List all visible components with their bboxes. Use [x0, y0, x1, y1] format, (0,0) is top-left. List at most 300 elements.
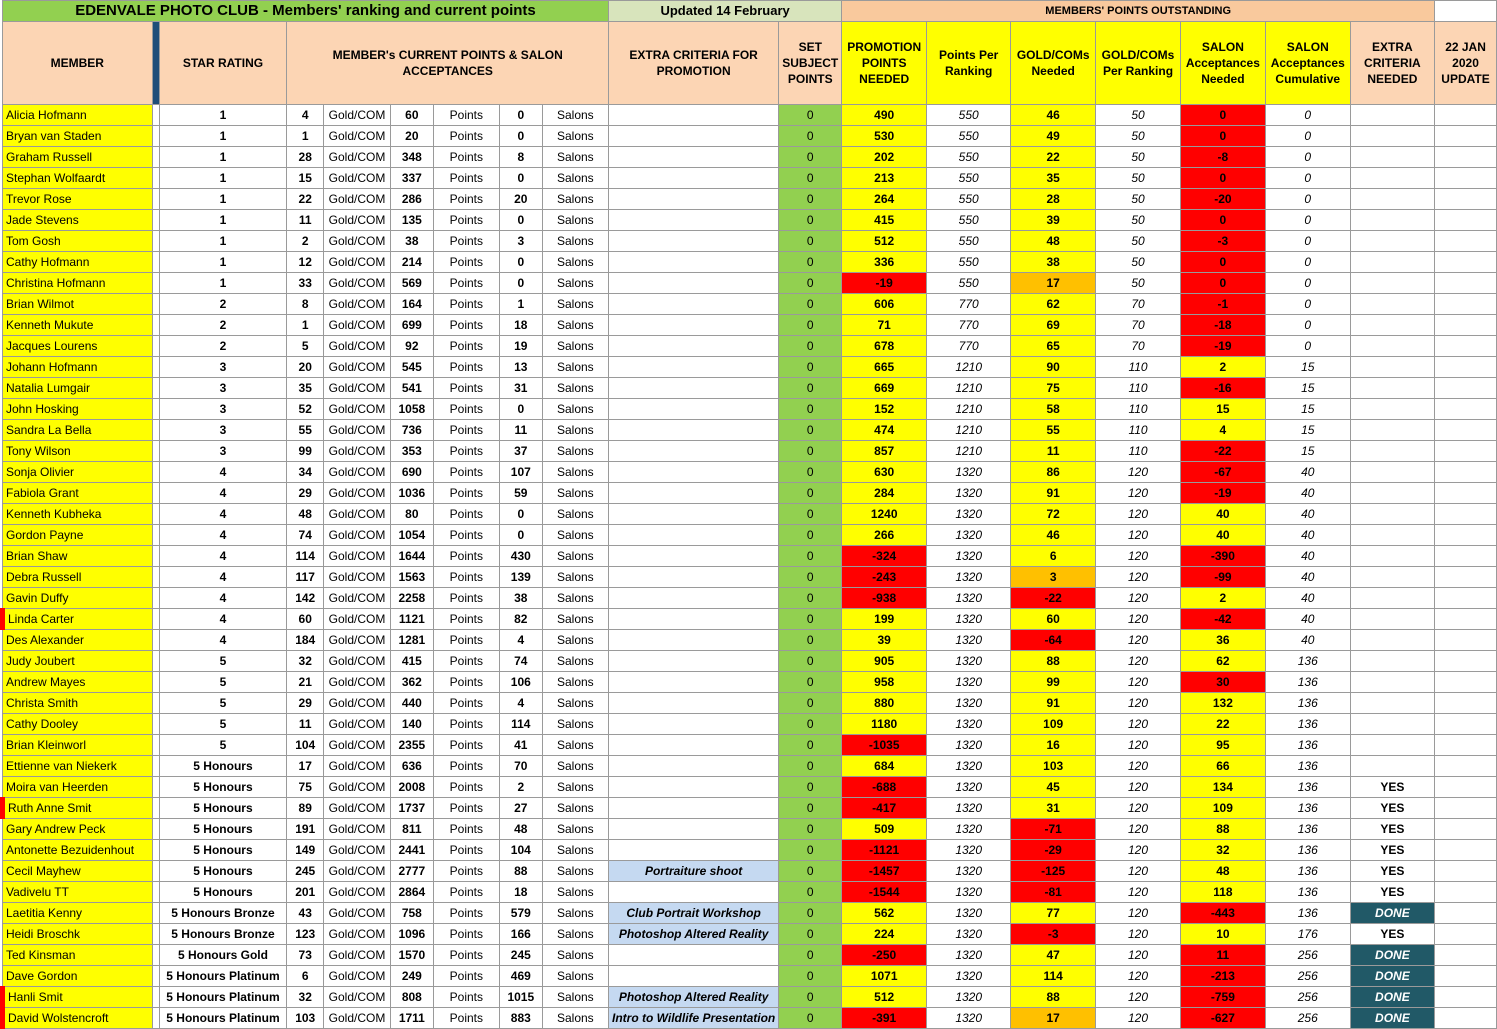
extra-needed: YES: [1350, 861, 1434, 882]
table-row: [3, 924, 1497, 945]
extra-needed: [1350, 252, 1434, 273]
table-row: [3, 567, 1497, 588]
points-per-ranking: 1320: [927, 462, 1011, 483]
points-unit: Points: [433, 420, 499, 441]
gold-unit: Gold/COM: [324, 105, 391, 126]
table-row: [3, 504, 1497, 525]
salons-value: 4: [499, 630, 542, 651]
promotion-needed: -1121: [842, 840, 927, 861]
extra-criteria: Photoshop Altered Reality: [609, 987, 779, 1008]
salon-needed: -443: [1180, 903, 1265, 924]
gold-count: 52: [287, 399, 324, 420]
gold-per-ranking: 120: [1096, 525, 1181, 546]
points-per-ranking: 1320: [927, 966, 1011, 987]
extra-criteria: [609, 294, 779, 315]
gold-needed: 17: [1011, 273, 1096, 294]
gold-needed: 91: [1011, 483, 1096, 504]
points-value: 249: [390, 966, 433, 987]
salons-value: 2: [499, 777, 542, 798]
salon-cumulative: 176: [1265, 924, 1350, 945]
col-extra-criteria: EXTRA CRITERIA FOR PROMOTION: [609, 22, 779, 105]
salons-value: 114: [499, 714, 542, 735]
gold-count: 149: [287, 840, 324, 861]
extra-needed: [1350, 294, 1434, 315]
extra-needed: [1350, 630, 1434, 651]
extra-criteria: [609, 693, 779, 714]
gold-per-ranking: 110: [1096, 378, 1181, 399]
salons-value: 1: [499, 294, 542, 315]
row-separator: [152, 735, 159, 756]
points-per-ranking: 1320: [927, 672, 1011, 693]
gold-needed: 35: [1011, 168, 1096, 189]
points-unit: Points: [433, 399, 499, 420]
gold-unit: Gold/COM: [324, 756, 391, 777]
salons-unit: Salons: [542, 987, 608, 1008]
member-name: Jade Stevens: [3, 210, 153, 231]
points-per-ranking: 1320: [927, 567, 1011, 588]
points-per-ranking: 1320: [927, 840, 1011, 861]
members-table-body: [3, 105, 1497, 1029]
extra-needed: [1350, 357, 1434, 378]
extra-needed: YES: [1350, 840, 1434, 861]
gold-per-ranking: 120: [1096, 1008, 1181, 1029]
gold-unit: Gold/COM: [324, 1008, 391, 1029]
salon-cumulative: 136: [1265, 672, 1350, 693]
member-name: Natalia Lumgair: [3, 378, 153, 399]
set-subject-points: 0: [779, 903, 842, 924]
promotion-needed: 39: [842, 630, 927, 651]
star-rating: 4: [159, 609, 287, 630]
points-unit: Points: [433, 966, 499, 987]
points-value: 699: [390, 315, 433, 336]
row-separator: [152, 777, 159, 798]
promotion-needed: -19: [842, 273, 927, 294]
promotion-needed: 415: [842, 210, 927, 231]
promotion-needed: 474: [842, 420, 927, 441]
points-unit: Points: [433, 210, 499, 231]
salon-cumulative: 40: [1265, 504, 1350, 525]
jan-update: [1435, 105, 1497, 126]
points-per-ranking: 1210: [927, 357, 1011, 378]
gold-needed: 46: [1011, 105, 1096, 126]
member-name: Ruth Anne Smit: [3, 798, 153, 819]
member-name: Dave Gordon: [3, 966, 153, 987]
points-value: 1563: [390, 567, 433, 588]
points-value: 362: [390, 672, 433, 693]
gold-unit: Gold/COM: [324, 231, 391, 252]
gold-unit: Gold/COM: [324, 126, 391, 147]
gold-count: 6: [287, 966, 324, 987]
extra-needed: [1350, 210, 1434, 231]
extra-needed: [1350, 651, 1434, 672]
star-rating: 1: [159, 147, 287, 168]
gold-unit: Gold/COM: [324, 882, 391, 903]
member-name: Brian Wilmot: [3, 294, 153, 315]
extra-needed: [1350, 105, 1434, 126]
extra-needed: YES: [1350, 819, 1434, 840]
set-subject-points: 0: [779, 777, 842, 798]
promotion-needed: 512: [842, 231, 927, 252]
extra-criteria: [609, 504, 779, 525]
star-rating: 5 Honours Platinum: [159, 1008, 287, 1029]
salons-value: 88: [499, 861, 542, 882]
salon-cumulative: 15: [1265, 357, 1350, 378]
gold-needed: 16: [1011, 735, 1096, 756]
extra-needed: [1350, 399, 1434, 420]
salon-cumulative: 0: [1265, 126, 1350, 147]
table-row: [3, 420, 1497, 441]
table-row: [3, 672, 1497, 693]
gold-per-ranking: 120: [1096, 651, 1181, 672]
points-unit: Points: [433, 273, 499, 294]
salon-needed: 0: [1180, 126, 1265, 147]
star-rating: 5: [159, 651, 287, 672]
salon-needed: -16: [1180, 378, 1265, 399]
promotion-needed: 284: [842, 483, 927, 504]
member-name: Gary Andrew Peck: [3, 819, 153, 840]
table-row: [3, 588, 1497, 609]
set-subject-points: 0: [779, 546, 842, 567]
points-per-ranking: 1320: [927, 756, 1011, 777]
row-separator: [152, 378, 159, 399]
extra-criteria: [609, 651, 779, 672]
salon-cumulative: 40: [1265, 546, 1350, 567]
salons-unit: Salons: [542, 630, 608, 651]
set-subject-points: 0: [779, 651, 842, 672]
salon-needed: 48: [1180, 861, 1265, 882]
salons-value: 82: [499, 609, 542, 630]
salons-unit: Salons: [542, 441, 608, 462]
star-rating: 1: [159, 105, 287, 126]
salons-unit: Salons: [542, 126, 608, 147]
gold-unit: Gold/COM: [324, 630, 391, 651]
salon-cumulative: 136: [1265, 840, 1350, 861]
salon-cumulative: 40: [1265, 462, 1350, 483]
jan-update: [1435, 966, 1497, 987]
jan-update: [1435, 441, 1497, 462]
extra-criteria: [609, 966, 779, 987]
gold-unit: Gold/COM: [324, 210, 391, 231]
row-separator: [152, 630, 159, 651]
gold-per-ranking: 50: [1096, 273, 1181, 294]
gold-count: 55: [287, 420, 324, 441]
table-row: [3, 756, 1497, 777]
star-rating: 5 Honours: [159, 819, 287, 840]
salons-unit: Salons: [542, 651, 608, 672]
salon-cumulative: 0: [1265, 315, 1350, 336]
salons-unit: Salons: [542, 966, 608, 987]
points-per-ranking: 1210: [927, 420, 1011, 441]
salon-cumulative: 136: [1265, 756, 1350, 777]
extra-needed: [1350, 714, 1434, 735]
salon-cumulative: 136: [1265, 861, 1350, 882]
gold-needed: 31: [1011, 798, 1096, 819]
salon-needed: -213: [1180, 966, 1265, 987]
jan-update: [1435, 546, 1497, 567]
salon-cumulative: 136: [1265, 693, 1350, 714]
salons-unit: Salons: [542, 483, 608, 504]
extra-criteria: Portraiture shoot: [609, 861, 779, 882]
row-separator: [152, 147, 159, 168]
member-name: Ted Kinsman: [3, 945, 153, 966]
star-rating: 1: [159, 189, 287, 210]
salon-needed: 4: [1180, 420, 1265, 441]
points-per-ranking: 1320: [927, 693, 1011, 714]
gold-needed: -125: [1011, 861, 1096, 882]
gold-unit: Gold/COM: [324, 924, 391, 945]
points-value: 92: [390, 336, 433, 357]
set-subject-points: 0: [779, 294, 842, 315]
star-rating: 5: [159, 672, 287, 693]
set-subject-points: 0: [779, 168, 842, 189]
salon-cumulative: 0: [1265, 294, 1350, 315]
salon-needed: 95: [1180, 735, 1265, 756]
row-separator: [152, 105, 159, 126]
table-row: [3, 399, 1497, 420]
points-value: 541: [390, 378, 433, 399]
points-unit: Points: [433, 693, 499, 714]
salons-value: 37: [499, 441, 542, 462]
points-value: 811: [390, 819, 433, 840]
gold-per-ranking: 120: [1096, 672, 1181, 693]
gold-per-ranking: 120: [1096, 546, 1181, 567]
gold-unit: Gold/COM: [324, 777, 391, 798]
salons-unit: Salons: [542, 294, 608, 315]
set-subject-points: 0: [779, 525, 842, 546]
salon-needed: 118: [1180, 882, 1265, 903]
promotion-needed: 336: [842, 252, 927, 273]
salon-cumulative: 0: [1265, 168, 1350, 189]
gold-needed: 3: [1011, 567, 1096, 588]
points-value: 636: [390, 756, 433, 777]
points-unit: Points: [433, 945, 499, 966]
points-value: 1036: [390, 483, 433, 504]
points-value: 736: [390, 420, 433, 441]
header-separator: [152, 22, 159, 105]
table-row: [3, 651, 1497, 672]
gold-count: 201: [287, 882, 324, 903]
gold-unit: Gold/COM: [324, 546, 391, 567]
row-separator: [152, 588, 159, 609]
salons-unit: Salons: [542, 840, 608, 861]
star-rating: 4: [159, 483, 287, 504]
set-subject-points: 0: [779, 483, 842, 504]
star-rating: 5 Honours: [159, 882, 287, 903]
extra-needed: [1350, 168, 1434, 189]
jan-update: [1435, 357, 1497, 378]
salons-value: 11: [499, 420, 542, 441]
extra-needed: [1350, 378, 1434, 399]
set-subject-points: 0: [779, 798, 842, 819]
set-subject-points: 0: [779, 609, 842, 630]
salons-unit: Salons: [542, 525, 608, 546]
row-separator: [152, 315, 159, 336]
table-row: [3, 735, 1497, 756]
extra-criteria: [609, 714, 779, 735]
set-subject-points: 0: [779, 861, 842, 882]
gold-unit: Gold/COM: [324, 483, 391, 504]
salon-cumulative: 0: [1265, 252, 1350, 273]
promotion-needed: 530: [842, 126, 927, 147]
table-row: [3, 462, 1497, 483]
gold-needed: -22: [1011, 588, 1096, 609]
salons-value: 74: [499, 651, 542, 672]
row-separator: [152, 840, 159, 861]
points-value: 1711: [390, 1008, 433, 1029]
points-per-ranking: 770: [927, 336, 1011, 357]
salons-unit: Salons: [542, 756, 608, 777]
star-rating: 5 Honours Bronze: [159, 903, 287, 924]
salons-value: 18: [499, 882, 542, 903]
table-row: [3, 168, 1497, 189]
gold-per-ranking: 110: [1096, 441, 1181, 462]
member-name: Bryan van Staden: [3, 126, 153, 147]
extra-needed: DONE: [1350, 1008, 1434, 1029]
row-separator: [152, 756, 159, 777]
gold-unit: Gold/COM: [324, 966, 391, 987]
salon-needed: 36: [1180, 630, 1265, 651]
points-per-ranking: 1320: [927, 882, 1011, 903]
points-unit: Points: [433, 567, 499, 588]
gold-per-ranking: 120: [1096, 567, 1181, 588]
extra-needed: YES: [1350, 882, 1434, 903]
table-row: [3, 252, 1497, 273]
gold-count: 35: [287, 378, 324, 399]
gold-count: 117: [287, 567, 324, 588]
star-rating: 5 Honours Platinum: [159, 966, 287, 987]
row-separator: [152, 231, 159, 252]
salons-value: 245: [499, 945, 542, 966]
gold-needed: 47: [1011, 945, 1096, 966]
gold-per-ranking: 70: [1096, 294, 1181, 315]
salons-unit: Salons: [542, 399, 608, 420]
points-value: 2258: [390, 588, 433, 609]
star-rating: 3: [159, 378, 287, 399]
salon-needed: -42: [1180, 609, 1265, 630]
gold-needed: 72: [1011, 504, 1096, 525]
col-member: MEMBER: [3, 22, 153, 105]
table-row: [3, 945, 1497, 966]
member-name: Fabiola Grant: [3, 483, 153, 504]
jan-update: [1435, 399, 1497, 420]
promotion-needed: 152: [842, 399, 927, 420]
gold-unit: Gold/COM: [324, 861, 391, 882]
promotion-needed: 606: [842, 294, 927, 315]
gold-needed: 109: [1011, 714, 1096, 735]
gold-count: 29: [287, 483, 324, 504]
star-rating: 4: [159, 588, 287, 609]
points-per-ranking: 550: [927, 126, 1011, 147]
member-name: Sandra La Bella: [3, 420, 153, 441]
gold-per-ranking: 120: [1096, 798, 1181, 819]
salons-value: 13: [499, 357, 542, 378]
points-per-ranking: 1320: [927, 630, 1011, 651]
salons-value: 883: [499, 1008, 542, 1029]
points-unit: Points: [433, 924, 499, 945]
extra-criteria: [609, 840, 779, 861]
gold-needed: 58: [1011, 399, 1096, 420]
points-per-ranking: 550: [927, 105, 1011, 126]
sheet-title: EDENVALE PHOTO CLUB - Members' ranking and current points: [3, 1, 609, 22]
corner-cell: [1435, 1, 1497, 22]
salons-unit: Salons: [542, 861, 608, 882]
promotion-needed: -243: [842, 567, 927, 588]
salons-unit: Salons: [542, 336, 608, 357]
gold-count: 114: [287, 546, 324, 567]
salon-needed: 11: [1180, 945, 1265, 966]
points-per-ranking: 550: [927, 273, 1011, 294]
salon-cumulative: 15: [1265, 420, 1350, 441]
points-value: 1281: [390, 630, 433, 651]
extra-criteria: [609, 252, 779, 273]
points-unit: Points: [433, 798, 499, 819]
salon-needed: 2: [1180, 588, 1265, 609]
table-row: [3, 903, 1497, 924]
table-row: [3, 609, 1497, 630]
promotion-needed: -417: [842, 798, 927, 819]
points-value: 1054: [390, 525, 433, 546]
gold-needed: 49: [1011, 126, 1096, 147]
points-unit: Points: [433, 756, 499, 777]
points-unit: Points: [433, 147, 499, 168]
points-unit: Points: [433, 546, 499, 567]
gold-needed: 17: [1011, 1008, 1096, 1029]
promotion-needed: 199: [842, 609, 927, 630]
gold-unit: Gold/COM: [324, 819, 391, 840]
salons-value: 27: [499, 798, 542, 819]
salons-unit: Salons: [542, 735, 608, 756]
table-row: [3, 231, 1497, 252]
salon-needed: 40: [1180, 504, 1265, 525]
member-name: Antonette Bezuidenhout: [3, 840, 153, 861]
promotion-needed: -1544: [842, 882, 927, 903]
set-subject-points: 0: [779, 819, 842, 840]
set-subject-points: 0: [779, 357, 842, 378]
extra-criteria: Club Portrait Workshop: [609, 903, 779, 924]
gold-per-ranking: 120: [1096, 777, 1181, 798]
member-name: Tom Gosh: [3, 231, 153, 252]
gold-per-ranking: 120: [1096, 630, 1181, 651]
points-per-ranking: 770: [927, 315, 1011, 336]
salons-unit: Salons: [542, 588, 608, 609]
star-rating: 5 Honours Gold: [159, 945, 287, 966]
star-rating: 3: [159, 420, 287, 441]
jan-update: [1435, 504, 1497, 525]
gold-per-ranking: 50: [1096, 189, 1181, 210]
points-value: 20: [390, 126, 433, 147]
extra-needed: [1350, 336, 1434, 357]
jan-update: [1435, 273, 1497, 294]
member-name: Trevor Rose: [3, 189, 153, 210]
salon-needed: 15: [1180, 399, 1265, 420]
gold-count: 32: [287, 651, 324, 672]
promotion-needed: -938: [842, 588, 927, 609]
salon-cumulative: 40: [1265, 525, 1350, 546]
member-name: Gavin Duffy: [3, 588, 153, 609]
promotion-needed: 669: [842, 378, 927, 399]
gold-per-ranking: 120: [1096, 819, 1181, 840]
points-per-ranking: 1320: [927, 903, 1011, 924]
points-per-ranking: 1320: [927, 945, 1011, 966]
set-subject-points: 0: [779, 1008, 842, 1029]
points-value: 1570: [390, 945, 433, 966]
jan-update: [1435, 567, 1497, 588]
gold-per-ranking: 50: [1096, 168, 1181, 189]
points-value: 348: [390, 147, 433, 168]
extra-criteria: [609, 588, 779, 609]
promotion-needed: 264: [842, 189, 927, 210]
salons-unit: Salons: [542, 546, 608, 567]
